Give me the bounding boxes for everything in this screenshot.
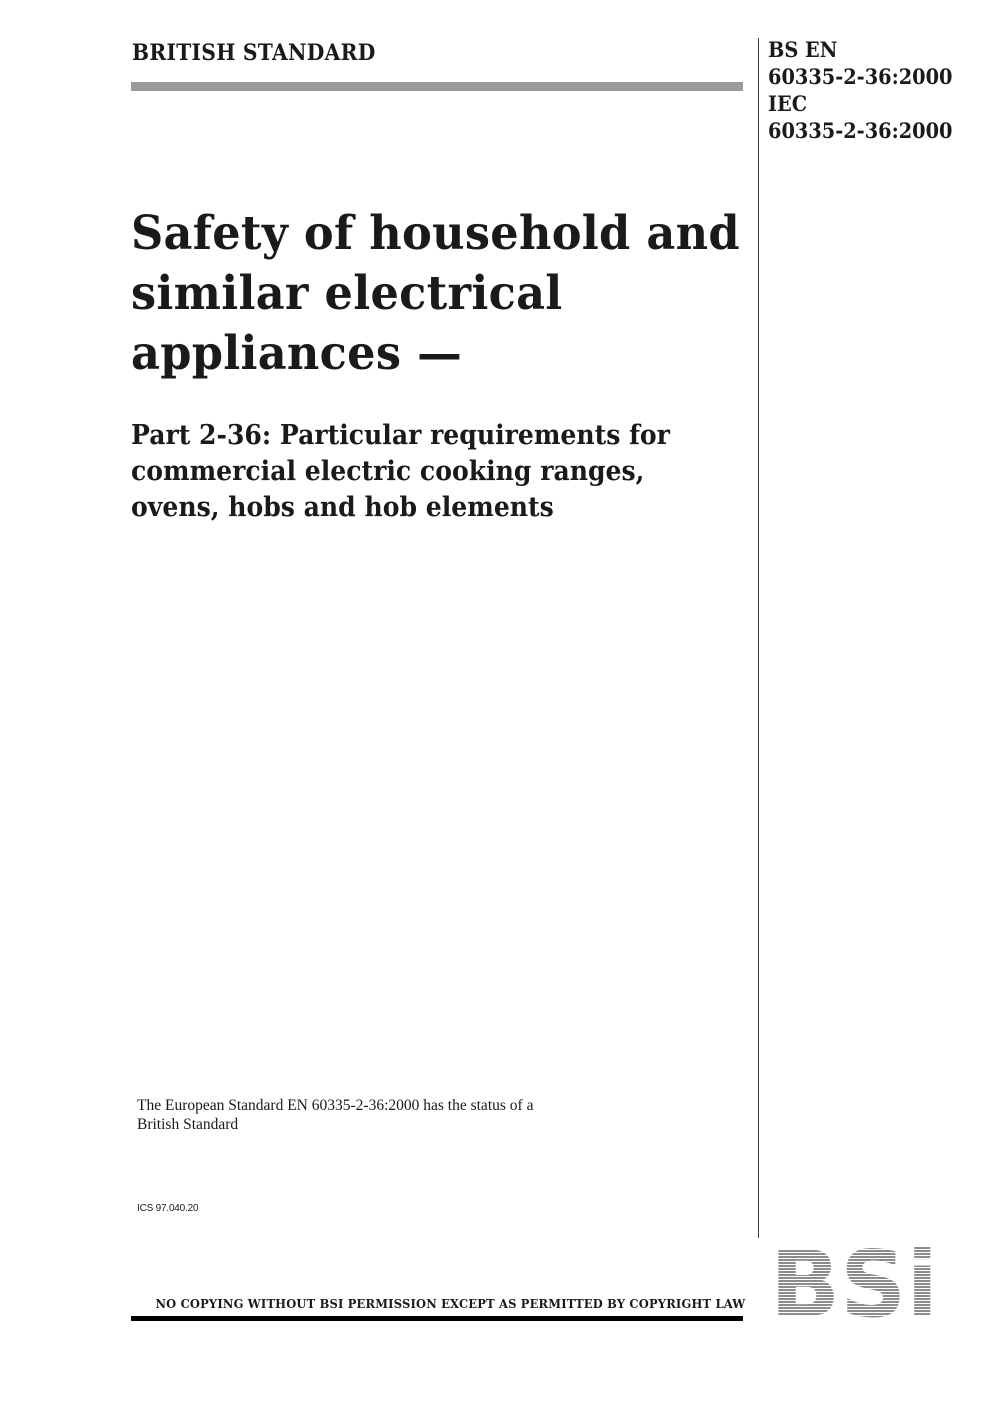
status-note-line: British Standard [137, 1116, 239, 1133]
column-divider [758, 38, 759, 1238]
title-line: appliances — [131, 326, 463, 381]
header-rule [131, 82, 743, 91]
document-type-label: BRITISH STANDARD [132, 40, 376, 66]
status-note-line: The European Standard EN 60335-2-36:2000 has the status of a [137, 1097, 534, 1114]
footer-rule [131, 1316, 743, 1321]
document-title [131, 204, 740, 384]
title-line: similar electrical [131, 266, 563, 321]
part-title-line: ovens, hobs and hob elements [131, 492, 554, 523]
status-note [137, 1096, 533, 1134]
part-title-line: commercial electric cooking ranges, [131, 456, 645, 487]
bsi-logo-icon [768, 1244, 942, 1322]
part-title-line: Part 2-36: Particular requirements for [131, 420, 670, 451]
standard-numbers [768, 36, 952, 144]
standard-number-line: BS EN [768, 37, 838, 62]
standard-number-line: 60335-2-36:2000 [768, 118, 953, 143]
copyright-notice: NO COPYING WITHOUT BSI PERMISSION EXCEPT AS PERMITTED BY COPYRIGHT LAW [155, 1296, 746, 1311]
standard-number-line: IEC [768, 91, 808, 116]
ics-code: ICS 97.040.20 [137, 1203, 199, 1214]
standard-number-line: 60335-2-36:2000 [768, 64, 953, 89]
title-line: Safety of household and [131, 206, 740, 261]
part-title [131, 418, 708, 526]
